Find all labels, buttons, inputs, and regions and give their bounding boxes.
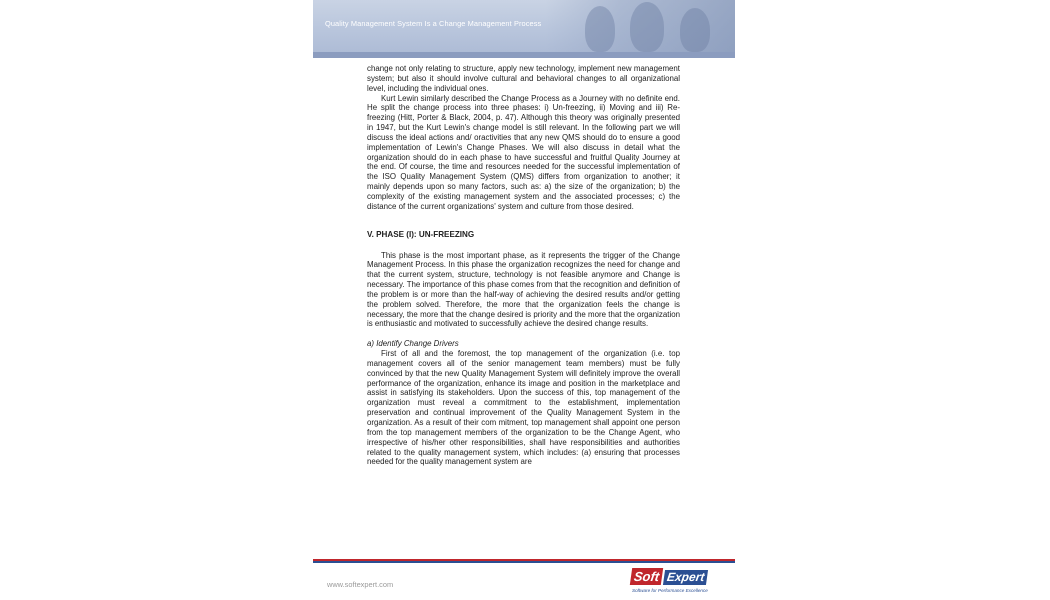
section-heading: V. PHASE (I): UN-FREEZING <box>367 229 475 239</box>
subsection-heading: a) Identify Change Drivers <box>367 339 459 349</box>
page-header-banner <box>313 0 735 52</box>
footer-divider-blue <box>313 561 735 563</box>
softexpert-logo <box>631 568 725 596</box>
logo-expert-text: Expert <box>663 570 708 585</box>
body-paragraph: Kurt Lewin similarly described the Change Process as a Journey with no definite end. He split the change process into three phases: i) Un-freezing, ii) Moving and iii) Re-freezing (Hitt, Porter & Black, 2004, p. 47). Although this theory was originally presented in 1947, but the Kurt Lewin's change model is still relevant. In the following part we will discuss the ideal actions and/ oractivities that any new QMS should do to ensure a good implementation of Lewin's Change Phases. We will also discuss in detail what the organization should do in each phase to have successful and fruitful Quality Journey at the end. Of course, the time and resources needed for the successful implementation of the ISO Quality Management System (QMS) differs from organization to another; it mainly depends upon so many factors, such as: a) the size of the organization; b) the complexity of the existing management system and the associated processes; c) the distance of the current organizations' system and culture from those desired. <box>367 93 680 211</box>
header-title: Quality Management System Is a Change Management Process <box>325 19 542 28</box>
body-paragraph: change not only relating to structure, apply new technology, implement new management system; but also it should involve cultural and behavioral changes to all organizational level, including the individual ones. <box>367 64 680 93</box>
document-body <box>367 64 680 467</box>
footer-url[interactable]: www.softexpert.com <box>327 580 394 589</box>
logo-tagline: Software for Performance Excellence <box>632 588 708 593</box>
document-page <box>313 0 735 600</box>
body-paragraph: This phase is the most important phase, as it represents the trigger of the Change Management Process. In this phase the organization recognizes the need for change and that the current system, structure, technology is not feasible anymore and Change is necessary. The importance of this phase comes from that the recognition and definition of the problem is or more than the half-way of achieving the desired results and/or getting the problem solved. Therefore, the more that the organization feels the change is necessary, the more that the change desired is priority and the more that the organization is enthusiastic and motivated to successfully achieve the desired change results. <box>367 250 680 329</box>
header-photo-image <box>545 0 735 52</box>
body-paragraph: First of all and the foremost, the top management of the organization (i.e. top management covers all of the senior management team members) must be fully convinced by that the new Quality Management System will definitely improve the overall performance of the organization, enhance its image and position in the marketplace and assist in satisfying its stakeholders. Upon the success of this, top management of the organization must reveal a commitment to the establishment, implementation preservation and continual improvement of the Quality Management System in the organization. As a result of their com mitment, top management shall appoint one person from the top management members of the organization to be the Change Agent, who irrespective of his/her other responsibilities, shall have responsibilities and authorities related to the quality management system, which includes: (a) ensuring that processes needed for the quality management system are <box>367 349 680 467</box>
header-stripe <box>313 52 735 58</box>
logo-soft-text: Soft <box>630 568 664 585</box>
